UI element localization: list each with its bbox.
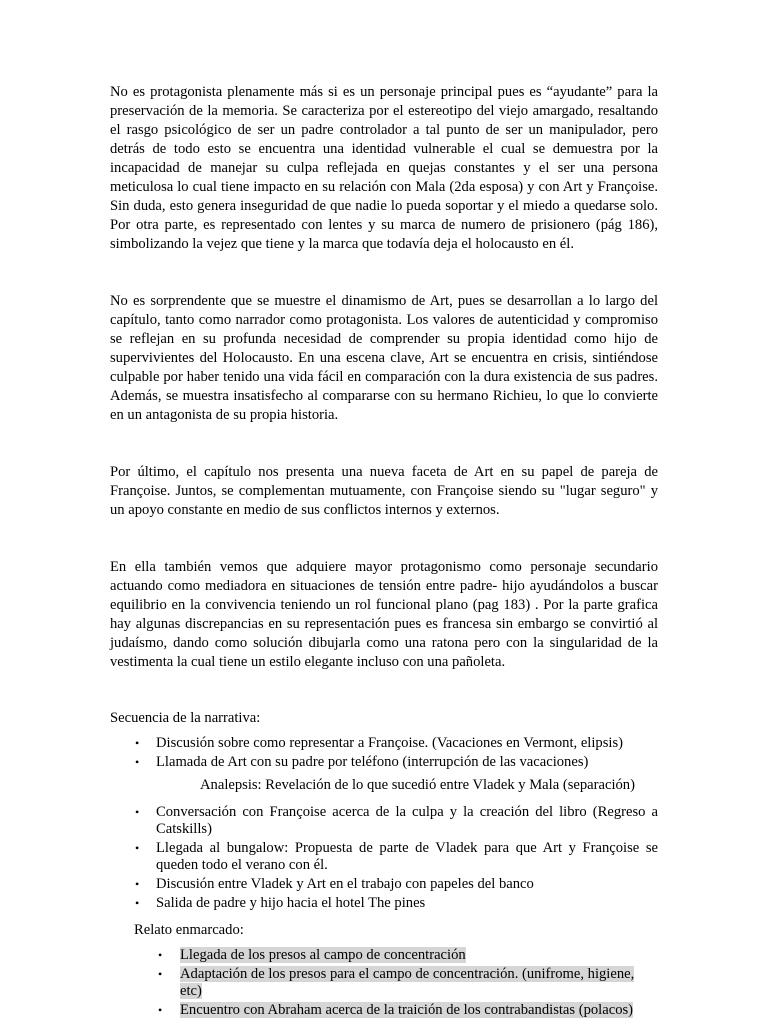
framed-heading: Relato enmarcado: [134, 922, 244, 938]
list-item: • Conversación con Françoise acerca de la culpa y la creación del libro (Regreso a Catskills) [135, 804, 658, 837]
paragraph-art: No es sorprendente que se muestre el dinamismo de Art, pues se desarrollan a lo largo del capítulo, tanto como narrador como protagonista. Los valores de autenticidad y compromiso se reflejan en su profunda necesidad de comprender su propia identidad como hijo de supervivientes del Holocausto. En una escena clave, Art se encuentra en crisis, sintiéndose culpable por haber tenido una vida fácil en comparación con la dura existencia de sus padres. Además, se muestra insatisfecho al compararse con su hermano Richieu, lo que lo convierte en un antagonista de su propia historia. [110, 293, 658, 423]
list-item [110, 947, 658, 964]
list-item: • Discusión sobre como representar a Françoise. (Vacaciones en Vermont, elipsis) [135, 735, 623, 751]
list-item: • Llegada al bungalow: Propuesta de parte de Vladek para que Art y Françoise se queden todo el verano con él. [135, 840, 658, 873]
list-item: • Llamada de Art con su padre por teléfono (interrupción de las vacaciones) [135, 754, 589, 770]
bullet-icon: • [158, 967, 163, 981]
paragraph-vladek: No es protagonista plenamente más si es un personaje principal pues es “ayudante” para la preservación de la memoria. Se caracteriza por el estereotipo del viejo amargado, resaltando el rasgo psicológico de ser un padre controlador a tal punto de ser un manipulador, pero detrás de todo esto se encuentra una identidad vulnerable el cual se demuestra por la incapacidad de manejar su culpa reflejada en quejas constantes y el ser una persona meticulosa lo cual tiene impacto en su relación con Mala (2da esposa) y con Art y Françoise. Sin duda, esto genera inseguridad de que nadie lo pueda soportar y el miedo a quedarse solo. Por otra parte, es representado con lentes y su marca de numero de prisionero (pág 186), simbolizando la vejez que tiene y la marca que todavía deja el holocausto en él. [110, 84, 658, 252]
bullet-icon: • [135, 841, 140, 855]
list-item: • Salida de padre y hijo hacia el hotel The pines [135, 895, 426, 911]
bullet-icon: • [158, 948, 163, 962]
bullet-icon: • [135, 877, 140, 891]
framed-list [110, 947, 658, 1019]
highlighted-text: Adaptación de los presos para el campo de concentración. (unifrome, higiene, etc) [180, 966, 635, 999]
sequence-heading: Secuencia de la narrativa: [110, 710, 261, 726]
bullet-icon: • [135, 805, 140, 819]
bullet-icon: • [135, 736, 140, 750]
paragraph-francoise: En ella también vemos que adquiere mayor protagonismo como personaje secundario actuando como mediadora en situaciones de tensión entre padre- hijo ayudándolos a buscar equilibrio en la convivencia teniendo un rol funcional plano (pag 183) . Por la parte grafica hay algunas discrepancias en su representación pues es francesa sin embargo se convirtió al judaísmo, dando como solución dibujarla como una ratona pero con la singularidad de la vestimenta la cual tiene un estilo elegante incluso con una pañoleta. [110, 559, 658, 670]
list-item: • Discusión entre Vladek y Art en el trabajo con papeles del banco [135, 876, 534, 892]
document-page [110, 83, 658, 1021]
bullet-icon: • [135, 896, 140, 910]
highlighted-text: Encuentro con Abraham acerca de la traición de los contrabandistas (polacos) [180, 1002, 634, 1018]
highlighted-text: Llegada de los presos al campo de concentración [180, 947, 466, 963]
analepsis-line: Analepsis: Revelación de lo que sucedió entre Vladek y Mala (separación) [200, 777, 635, 793]
sequence-list-a [110, 735, 658, 771]
sequence-list-b [110, 804, 658, 912]
list-item [110, 966, 658, 1000]
list-item [110, 1002, 658, 1019]
paragraph-art-francoise: Por último, el capítulo nos presenta una nueva faceta de Art en su papel de pareja de Françoise. Juntos, se complementan mutuamente, con Françoise siendo su "lugar seguro" y un apoyo constante en medio de sus conflictos internos y externos. [110, 464, 658, 518]
bullet-icon: • [135, 755, 140, 769]
bullet-icon: • [158, 1003, 163, 1017]
